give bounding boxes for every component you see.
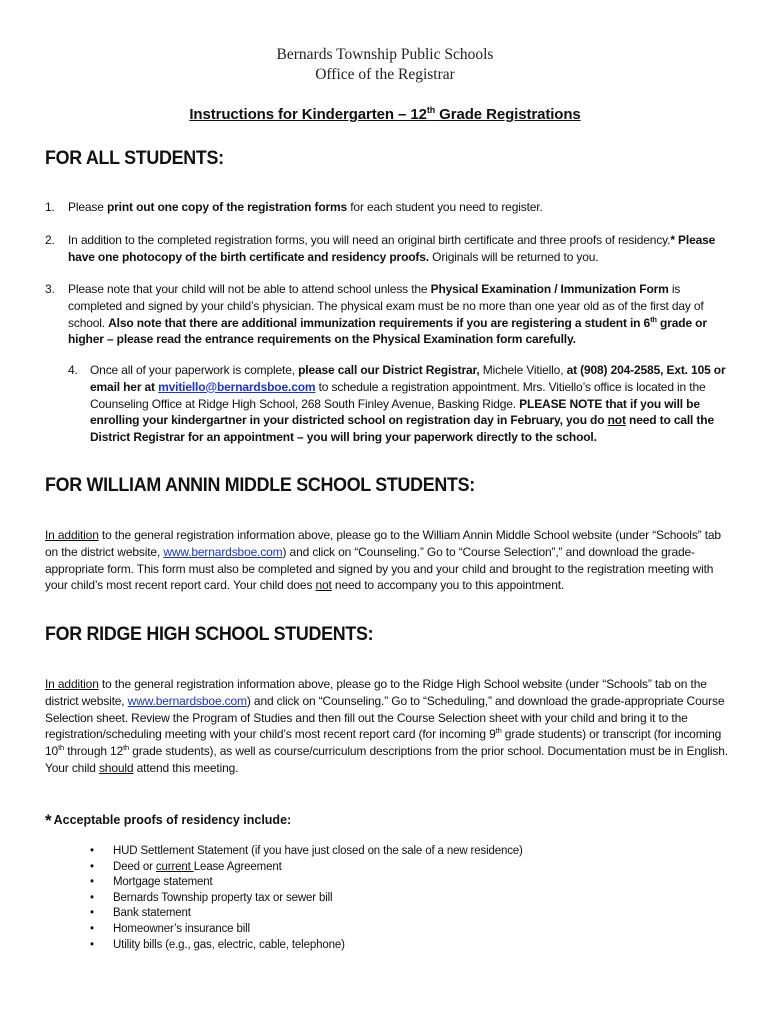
list-number: 3.: [45, 282, 55, 296]
bullet-text: Mortgage statement: [113, 876, 213, 889]
registrar-email-link[interactable]: mvitiello@bernardsboe.com: [158, 379, 316, 394]
paragraph-text: attend this meeting.: [133, 760, 239, 775]
bullet-icon: •: [90, 922, 94, 935]
paragraph-text: ) and click on “Counseling.” Go to “Course Selection”,” and download the grade-appropriate form. This form must also be completed and signed by you and your child and brought to the registration meeting with your child’s most recent report card. Your child does: [45, 544, 714, 593]
bullet-icon: •: [90, 891, 94, 904]
title-text-pre: Instructions for Kindergarten – 12: [189, 106, 427, 123]
middle-school-paragraph: [45, 527, 735, 594]
item-bold-text: * Please have one photocopy of the birth certificate and residency proofs.: [68, 233, 716, 264]
bullet-text: Bernards Township property tax or sewer bill: [113, 891, 333, 904]
item-text: Originals will be returned to you.: [428, 249, 599, 264]
item-bold-text: at (908) 204-2585, Ext. 105 or email her at: [90, 363, 726, 394]
item-bold-text: please call our District Registrar,: [298, 363, 480, 377]
bullet-icon: •: [90, 876, 94, 889]
superscript: th: [495, 726, 502, 736]
bullet-text: Utility bills (e.g., gas, electric, cable, telephone): [113, 938, 345, 951]
bullet-icon: •: [90, 938, 94, 951]
underlined-text: In addition: [45, 528, 99, 542]
bullet-text: Bank statement: [113, 907, 191, 920]
proofs-heading: [45, 811, 291, 831]
item-text: Please note that your child will not be able to attend school unless the: [68, 282, 431, 296]
list-number: 2.: [45, 233, 55, 247]
item-text: Please: [68, 200, 107, 214]
item-bold-text: grade or higher – please read the entrance requirements on the Physical Examination form carefully.: [68, 315, 707, 347]
section-heading-high-school: FOR RIDGE HIGH SCHOOL STUDENTS:: [45, 624, 374, 645]
underlined-text: not: [607, 413, 626, 428]
paragraph-text: through 12: [64, 744, 124, 759]
superscript: th: [650, 314, 657, 324]
item-bold-text: need to call the District Registrar for an appointment – you will bring your paperwork directly to the school.: [90, 413, 714, 445]
item-text: In addition to the completed registration forms, you will need an original birth certificate and three proofs of residency.: [68, 233, 671, 247]
bullet-text: HUD Settlement Statement (if you have just closed on the sale of a new residence): [113, 845, 523, 857]
bullet-icon: •: [90, 907, 94, 920]
item-bold-text: Also note that there are additional immunization requirements if you are registering a student in 6: [108, 315, 651, 330]
document-title: [0, 106, 770, 123]
paragraph-text: need to accompany you to this appointment.: [331, 578, 565, 593]
list-number: 4.: [68, 363, 78, 377]
underlined-text: not: [315, 578, 332, 593]
paragraph-text: to the general registration information above, please go to the Ridge High School website (under “Schools” tab on the district website,: [45, 677, 707, 708]
bullet-text: Deed or: [113, 860, 156, 873]
bullet-text: Homeowner’s insurance bill: [113, 922, 250, 935]
paragraph-text: to the general registration information above, please go to the William Annin Middle School website (under “Schools” tab on the district website,: [45, 528, 721, 559]
district-website-link[interactable]: www.bernardsboe.com: [127, 693, 247, 708]
district-website-link[interactable]: www.bernardsboe.com: [163, 544, 283, 559]
asterisk-icon: *: [45, 811, 52, 830]
item-text: is completed and signed by your child’s physician. The physical exam must be no more than one year old as of the first day of school.: [68, 282, 704, 330]
paragraph-text: grade students) or transcript (for incoming 10: [45, 727, 722, 759]
underlined-text: should: [98, 760, 134, 775]
item-text: for each student you need to register.: [347, 200, 543, 214]
title-superscript: th: [426, 105, 436, 115]
superscript: th: [58, 743, 65, 753]
item-bold-text: print out one copy of the registration forms: [106, 200, 348, 214]
title-text-post: Grade Registrations: [435, 106, 581, 123]
section-heading-middle-school: FOR WILLIAM ANNIN MIDDLE SCHOOL STUDENTS:: [45, 475, 475, 496]
item-text: to schedule a registration appointment. Mrs. Vitiello’s office is located in the Counseling Office at Ridge High School, 268 South Finley Avenue, Basking Ridge.: [90, 379, 706, 411]
item-bold-text: Physical Examination / Immunization Form: [430, 282, 669, 296]
paragraph-text: ) and click on “Counseling.” Go to “Scheduling,” and download the grade-appropriate Course Selection sheet. Review the Program of Studies and then fill out the Course Selection sheet with your child and bring it to the registration/scheduling meeting with your child’s most recent report card (for incoming 9: [45, 693, 725, 742]
underlined-text: In addition: [45, 677, 99, 691]
org-name: Bernards Township Public Schools: [276, 46, 494, 63]
paragraph-text: grade students), as well as course/curriculum descriptions from the prior school. Documentation must be in English. Your child: [45, 744, 728, 775]
underlined-text: current: [155, 860, 194, 873]
superscript: th: [123, 743, 130, 753]
item-text: Michele Vitiello,: [479, 363, 567, 377]
item-bold-text: PLEASE NOTE that if you will be enrolling your kindergartner in your districted school on registration day in February, you do: [90, 396, 700, 428]
bullet-icon: •: [90, 860, 94, 873]
proofs-heading-text: Acceptable proofs of residency include:: [53, 813, 292, 827]
item-text: Once all of your paperwork is complete,: [90, 363, 299, 377]
high-school-paragraph: [45, 676, 735, 777]
office-name: Office of the Registrar: [315, 66, 455, 83]
bullet-icon: •: [90, 845, 94, 857]
bullet-text: Lease Agreement: [193, 860, 282, 873]
section-heading-all-students: FOR ALL STUDENTS:: [45, 148, 224, 169]
list-number: 1.: [45, 200, 55, 214]
